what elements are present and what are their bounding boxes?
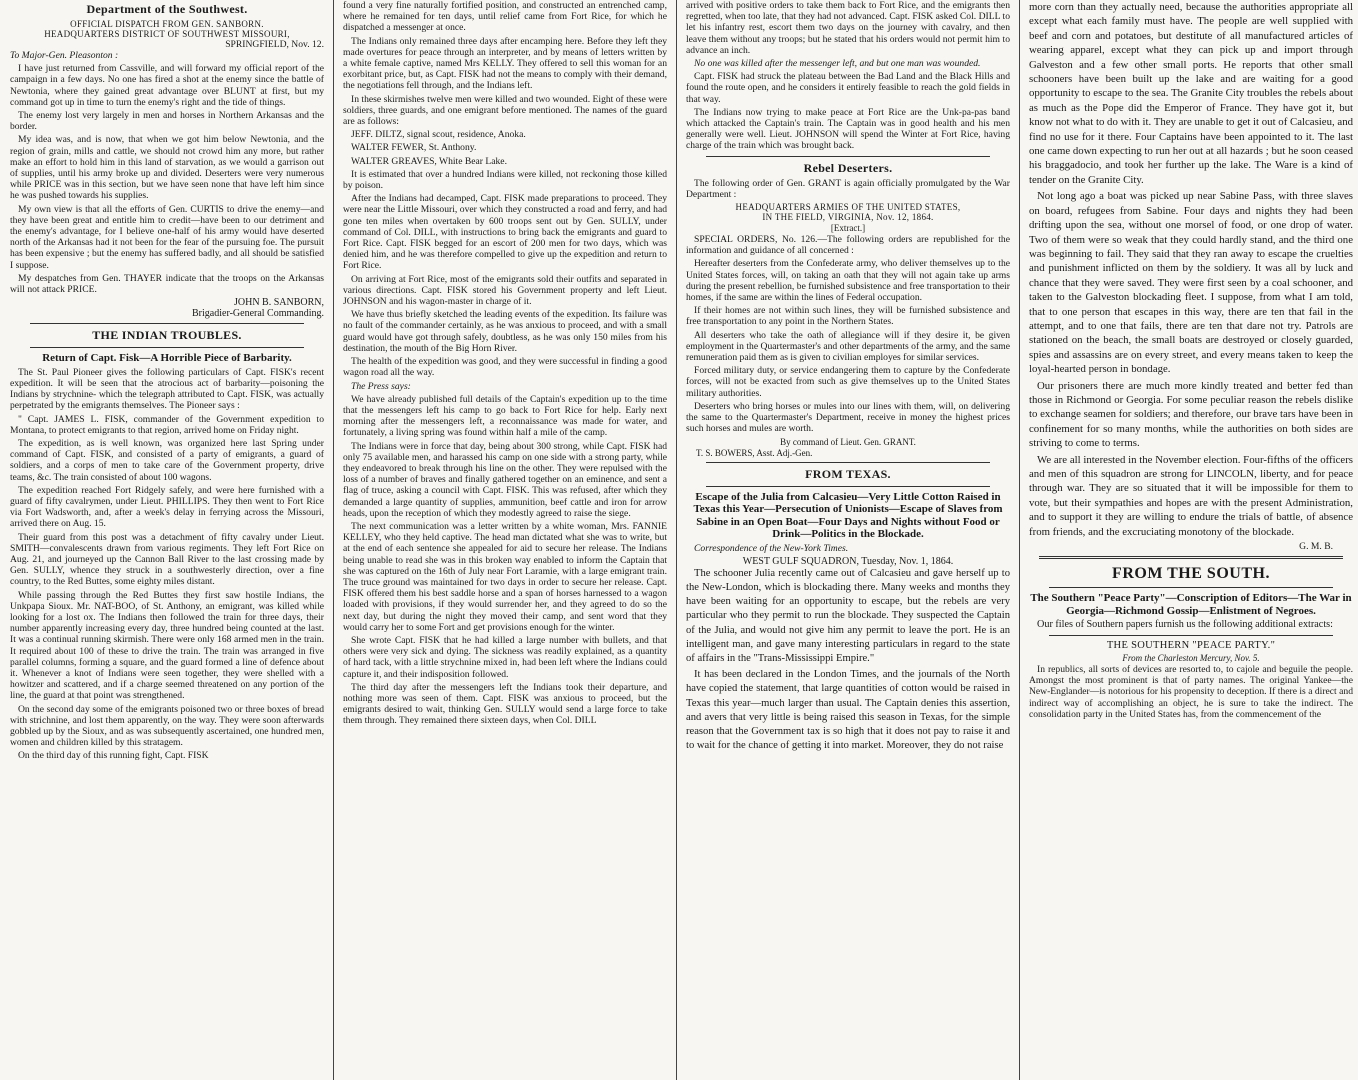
paragraph: The Indians only remained three days after encamping here. Before they left they made overtures for peace through an interpreter, and by means of letters written by a white female captive, named Mrs KELLY. They offered to sell this woman for an exorbitant price, but, as Capt. FISK had not the means to comply with their demand, the negotiations fell through, and the Indians left. [343,35,667,92]
correspondence-line: Correspondence of the New-York Times. [694,542,849,554]
divider [706,486,990,487]
paragraph: On the third day of this running fight, Capt. FISK [18,750,209,762]
paragraph: We have thus briefly sketched the leading events of the expedition. Its failure was no fault of the commander certainly, as he was anxious to proceed, and with a small guard would have got through safely, doubtless, as he was only 150 miles from his destination, the mouth of the Big Horn River. [343,309,667,354]
from-the-south-heading: FROM THE SOUTH. [1112,565,1270,583]
dateline: WEST GULF SQUADRON, Tuesday, Nov. 1, 1864. [742,555,954,567]
paragraph: Our files of Southern papers furnish us the following additional extracts: [1037,619,1333,631]
divider [30,347,304,348]
paragraph: We have already published full details of the Captain's expedition up to the time that the messengers left his camp to go back to Fort Rice for help. Early next morning after the messengers left, a reconnaissance was made for water, and fortunately, a living spring was found within half a mile of the camp. [343,393,667,439]
divider [706,156,990,157]
paragraph: She wrote Capt. FISK that he had killed a large number with bullets, and that others were very sick and dying. The sickness was readily explained, as a quantity of hard tack, with a little strychnine mixed in, had been left where the Indians could capture it, and their indisposition followed. [343,634,667,680]
paragraph: The expedition reached Fort Ridgely safely, and were here furnished with a guard of fifty cavalrymen, under Lieut. PHILLIPS. They then went to Fort Rice via Fort Wadsworth, and, after a week's delay in ferrying across the Missouri, arrived there on Aug. 15. [10,484,324,530]
column-4 [1021,0,1358,1080]
guard-name: JEFF. DILTZ, signal scout, residence, Anoka. [351,129,526,141]
paragraph: If their homes are not within such lines, they will be furnished subsistence and free transportation to any point in the Northern States. [686,305,1010,328]
column-2 [335,0,675,1080]
paragraph: My idea was, and is now, that when we got him below Newtonia, and the region of grain, mills and cattle, we should not crowd him any more, but rather make an effort to hold him in this land of starvation, as we would a garrison out of supplies, until his army broke up and divided. Deserters were very numerous while PRICE was in this section, but we have seen none that have left him since he was pushed towards his supplies. [10,134,324,202]
divider [30,323,304,324]
signature-name: JOHN B. SANBORN, [233,297,324,309]
press-says: The Press says: [351,380,411,392]
paragraph: Their guard from this post was a detachment of fifty cavalry under Lieut. SMITH—convalescents drawn from various regiments. They left Fort Rice on Aug. 21, and journeyed up the Cannon Ball River to the last crossing made by Gen. SULLY, whence they struck in a southwesterly direction, over a fine country, to the Red Buttes, some eighty miles distant. [10,531,324,588]
paragraph: The expedition, as is well known, was organized here last Spring under command of Capt. FISK, and consisted of a party of emigrants, a guard of soldiers, and a corps of men to take care of the Government property, drive teams, &c. The train consisted of about 100 wagons. [10,437,324,483]
paragraph: On the second day some of the emigrants poisoned two or three boxes of bread with strichnine, and lost them apparently, on the way. They were soon afterwards gobbled up by the Sioux, and as was subsequently ascertained, one hundred men, women and children killed by this stratagem. [10,703,324,749]
indian-troubles-deck: Return of Capt. Fisk—A Horrible Piece of Barbarity. [42,352,292,365]
paragraph: My despatches from Gen. THAYER indicate that the troops on the Arkansas will not attack PRICE. [10,272,324,296]
from-the-south-deck: The Southern "Peace Party"—Conscription of Editors—The War in Georgia—Richmond Gossip—Enlistment of Negroes. [1030,592,1352,617]
paragraph: All deserters who take the oath of allegiance will if they desire it, be given employment in the Quartermaster's and other departments of the army, and the same remuneration paid them as is given to civilian employes for similar services. [686,329,1010,364]
dept-southwest-heading: Department of the Southwest. [86,2,248,16]
from-texas-deck: Escape of the Julia from Calcasieu—Very Little Cotton Raised in Texas this Year—Persecution of Unionists—Escape of Slaves from Sabine in an Open Boat—Four Days and Nights without Food or Drink—Politics in the Blockade. [693,490,1003,540]
paragraph: The next communication was a letter written by a white woman, Mrs. FANNIE KELLEY, who they held captive. The head man dictated what she was to write, but at the end of each sentence she appealed for aid to secure her release. The Indians being unable to read she was in this broken way enabled to inform the Captain that she was captured on the 16th of July near Fort Laramie, with a large emigrant train. The truce ground was maintained for two days in order to secure her release. Capt. FISK offered them his best saddle horse and a span of horses harnessed to a wagon loaded with provisions, if they would surrender her, and they agreed to do so the next day, but during the night they moved their camp, and sent word that they would carry her to some Fort and get provisions enough for the winter. [343,520,667,633]
paragraph: Our prisoners there are much more kindly treated and better fed than those in Richmond or Georgia. For some peculiar reason the rebels dislike to exchange seamen for soldiers; and therefore, our brave tars have been in confinement for so many months, while the authorities on both sides are striving to come to terms. [1029,379,1353,450]
paragraph: The following order of Gen. GRANT is again officially promulgated by the War Department : [686,177,1010,200]
paragraph: In republics, all sorts of devices are resorted to, to cajole and beguile the people. Amongst the most prominent is that of party names. The original Yankee—the New-Englander—is notorious for his propensity to deception. If there is a direct and indirect way of accomplishing an object, he is sure to take the indirect. The consolidation party in the United States has, from the commencement of the [1029,664,1353,720]
paragraph: SPECIAL ORDERS, No. 126.—The following orders are republished for the information and guidance of all concerned : [686,234,1010,257]
paragraph: more corn than they actually need, because the authorities appropriate all except what each family must have. The people are well supplied with beef and corn and potatoes, but destitute of all manufactured articles of wearing apparel, except what they can pick up and import through Galveston and a few other small ports. He reports that other small schooners have been built up the lake and are waiting for a good opportunity to escape to the sea. The Granite City troubles the rebels about as much as the Pope did the Emperor of France. They have got it, but know not what to do with it. They are unable to get it out of Calcasieu, and find no use for it there. Four Captains have been appointed to it. The last one came down expecting to run her out at all hazards ; but he soon ceased his braggadocio, and took her further up the lake. The Ware is a kind of tender on the Granite City. [1029,1,1353,186]
paragraph: Deserters who bring horses or mules into our lines with them, will, on delivering the same to the Quartermaster's Department, receive in money the highest prices such horses and mules are worth. [686,400,1010,435]
paragraph: " Capt. JAMES L. FISK, commander of the Government expedition to Montana, to protect emigrants to that region, arrived home on Friday night. [10,413,324,436]
command-signature: T. S. BOWERS, Asst. Adj.-Gen. [696,447,813,458]
dateline-place: SPRINGFIELD, Nov. 12. [225,39,324,50]
column-rule [1019,0,1020,1080]
divider [1049,587,1333,588]
divider [1049,635,1333,636]
divider [1039,556,1343,559]
paragraph: The enemy lost very largely in men and horses in Northern Arkansas and the border. [10,110,324,133]
hq-line: IN THE FIELD, VIRGINIA, Nov. 12, 1864. [762,212,934,223]
indian-troubles-heading: THE INDIAN TROUBLES. [92,328,242,343]
initials: G. M. B. [1299,541,1333,553]
paragraph: The Indians were in force that day, being about 300 strong, while Capt. FISK had only 75 available men, and harassed his camp on one side with a strong party, while they endeavored to break through his line on the other. They were repulsed with the loss of a number of braves and finally gathered together on an eminence, and sent a flag of truce, asking a council with Capt. FISK. This was refused, after which they demanded a large quantity of supplies, ammunition, beef cattle and iron for arrow heads, upon the reception of which they modestly agreed to raise the siege. [343,440,667,519]
paragraph: In these skirmishes twelve men were killed and two wounded. Eight of these were soldiers, three guards, and one emigrant before mentioned. The names of the guard are as follows: [343,93,667,128]
dateline-hq: HEADQUARTERS DISTRICT OF SOUTHWEST MISSOURI, [44,29,290,39]
paragraph: I have just returned from Cassville, and will forward my official report of the campaign in a few days. No one has fired a shot at the enemy since the battle of Newtonia, where they gained great advantage over BLUNT at first, but my command got up in time to turn the enemy's right and the tide of things. [10,63,324,108]
salutation: To Major-Gen. Pleasonton : [10,50,119,61]
paragraph: It is estimated that over a hundred Indians were killed, not reckoning those killed by poison. [343,168,667,192]
paragraph: Not long ago a boat was picked up near Sabine Pass, with three slaves on board, refugees from Sabine. Four days and nights they had been drifting upon the sea, without one morsel of food, or one drop of water. Two of them were so weak that they could hardly stand, and the third one was beginning to fail. They said that they ran away to escape the cruelties and punishment inflicted on them by the soldiery. It was all by luck and chance that they were saved. They were first seen by a coal schooner, and taken to the Galveston blockading fleet. I suppose, from what I am told, that to one person that escapes in this way, there are ten that fail in the attempt, and to one that fails, there are ten that dare not try. Patrols are stationed on the beach, the small boats are destroyed or closely guarded, spies and assassins are on every street, and every means taken to keep the loyal-hearted person in bondage. [1029,190,1353,376]
column-rule [333,0,334,1080]
paragraph: My own view is that all the efforts of Gen. CURTIS to drive the enemy—and they have been great and entitle him to credit—have been to our detriment and the enemy's advantage, for I believe one-half of his army would have deserted north of the Arkansas had it not been for the fear of the pursuing foe. The pursuit has been expensive ; but the enemy has suffered badly, and all should be satisfied I suppose. [10,203,324,271]
peace-party-source: From the Charleston Mercury, Nov. 5. [1122,653,1260,664]
guard-name: WALTER GREAVES, White Bear Lake. [351,155,507,167]
paragraph: The health of the expedition was good, and they were successful in finding a good wagon road all the way. [343,356,667,379]
paragraph: Forced military duty, or service endangering them to capture by the Confederate forces, will not be exacted from such as give themselves up to the United States military authorities. [686,365,1010,399]
column-1 [2,0,332,1080]
paragraph: The third day after the messengers left the Indians took their departure, and nothing more was seen of them. Capt. FISK was anxious to proceed, but the emigrants desired to wait, thinking Gen. SULLY would send a large force to take them through. They remained there sixteen days, when Col. DILL [343,681,667,727]
from-texas-heading: FROM TEXAS. [805,466,891,481]
rebel-deserters-heading: Rebel Deserters. [803,160,893,175]
column-3 [678,0,1018,1080]
paragraph: After the Indians had decamped, Capt. FISK made preparations to proceed. They were near the Little Missouri, over which they constructed a road and ferry, and had gone ten miles when overtaken by 600 troops sent out by Gen. SULLY, under command of Col. DILL, with instructions to bring back the emigrants and guard to Fort Rice. Capt. FISK begged for an escort of 200 men for two days, which was denied him, and he was therefore compelled to give up the expedition and return to Fort Rice. [343,193,667,272]
dispatch-subheading: OFFICIAL DISPATCH FROM GEN. SANBORN. [70,19,264,29]
guard-name: WALTER FEWER, St. Anthony. [351,142,477,154]
paragraph: arrived with positive orders to take them back to Fort Rice, and the emigrants then regretted, when too late, that they had not advanced. Capt. FISK asked Col. DILL to let his infantry rest, escort them two days on the journey with cavalry, and then leave them without any troops; but he stated that his orders would not permit him to advance an inch. [686,0,1010,56]
peace-party-heading: THE SOUTHERN "PEACE PARTY." [1106,640,1276,652]
paragraph: The St. Paul Pioneer gives the following particulars of Capt. FISK's recent expedition. It will be seen that the atrocious act of barbarity—poisoning the Indians by strychnine- which the telegraph attributed to Capt. FISK, was actually perpetrated by the emigrants themselves. The Pioneer says : [10,366,324,412]
extract-label: [Extract.] [830,223,866,234]
signature-title: Brigadier-General Commanding. [192,308,324,320]
divider [706,462,990,463]
paragraph: Capt. FISK had struck the plateau between the Bad Land and the Black Hills and found the route open, and he considers it entirely feasible to reach the gold fields in that way. [686,71,1010,105]
paragraph: found a very fine naturally fortified position, and constructed an entrenched camp, where he remained for ten days, until relief came from Fort Rice, for which he dispatched a messenger at once. [343,0,667,34]
paragraph: It has been declared in the London Times, and the journals of the North have copied the statement, that large quantities of cotton would be raised in Texas this year—much larger than usual. The Captain denies this assertion, and avers that very little is being raised this season in Texas, for the simple reason that the Government tax is so high that it does not pay to raise it and to wait for the chance of getting it into market. Moreover, they do not raise [686,669,1010,752]
paragraph: The Indians now trying to make peace at Fort Rice are the Unk-pa-pas band which attacked the Captain's train. The Captain was in good health and his men generally were well. Lieut. JOHNSON will spend the Winter at Fort Rice, having charge of the train which was brought back. [686,106,1010,152]
command-line: By command of Lieut. Gen. GRANT. [780,436,916,447]
paragraph: We are all interested in the November election. Four-fifths of the officers and men of this squadron are strong for LINCOLN, liberty, and for peace through war. They are so situated that it will be impossible for them to vote, but their sympathies and hopes are with the present Administration, and to support it they are willing to endure the trials of battle, of absence from friends, and the excruciating monotony of the blockade. [1029,453,1353,538]
paragraph: Hereafter deserters from the Confederate army, who deliver themselves up to the United States forces, will, on taking an oath that they will not again take up arms during the present rebellion, be furnished subsistence and free transportation to their homes, if the same are within the lines of Federal occupation. [686,258,1010,304]
hq-line: HEADQUARTERS ARMIES OF THE UNITED STATES, [735,202,961,213]
paragraph: The schooner Julia recently came out of Calcasieu and gave herself up to the New-London, which is blockading there. Many weeks and months they have been waiting for an opportunity to escape, but the rebels are very particular who they permit to run the blockade. They suspected the Captain of the Julia, and would not give him any permit to leave the port. He is an intelligent man, and gave many interesting particulars in regard to the state of affairs in the "Trans-Mississippi Empire." [686,567,1010,664]
paragraph: On arriving at Fort Rice, most of the emigrants sold their outfits and separated in various directions. Capt. FISK stored his Government property and left Lieut. JOHNSON and his wagon-master in charge of it. [343,273,667,308]
paragraph: While passing through the Red Buttes they first saw hostile Indians, the Unkpapa Sioux. Mr. NAT-BOO, of St. Anthony, an emigrant, was killed while looking for a lost ox. The Indians then followed the train for three days, their number apparently increasing every day, three hundred being counted at the last. It was a continual running skirmish. There were only 168 armed men in the train. It required about 100 of these to drive the train. The train was arranged in five parallel columns, forming a square, and the guard formed a line of defence about it. Whenever a knot of Indians were seen together, they were shelled with a howitzer and scattered, and if a charge seemed threatened on any portion of the line, the guard at that point was strengthened. [10,589,324,702]
column-rule [676,0,677,1080]
paragraph: No one was killed after the messenger left, and but one man was wounded. [694,58,981,70]
